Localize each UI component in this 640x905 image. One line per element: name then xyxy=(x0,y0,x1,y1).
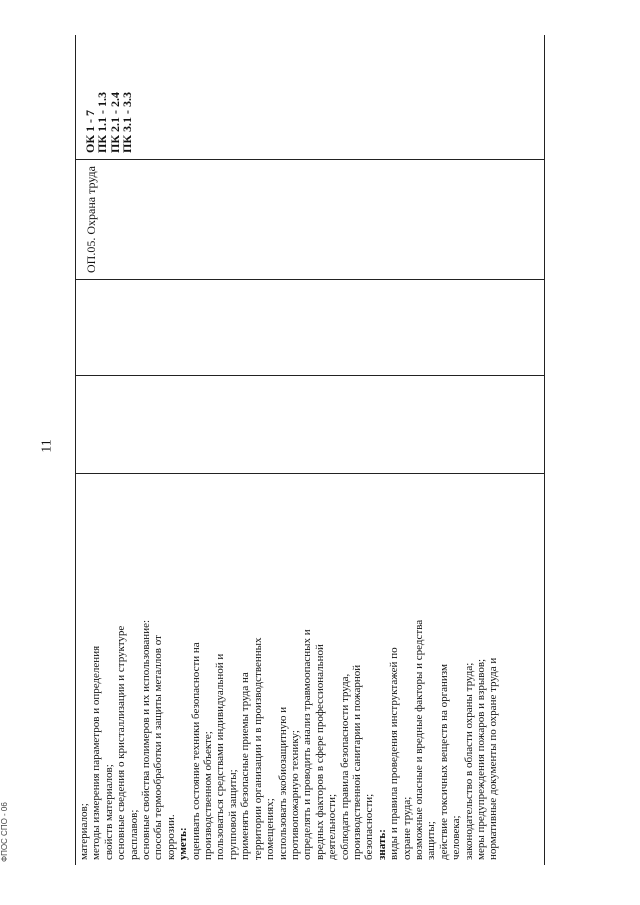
text-line: применять безопасные приемы труда на xyxy=(239,672,252,860)
text-line: основные сведения о кристаллизации и структуре xyxy=(115,625,128,860)
text-line: действие токсичных веществ на организм xyxy=(437,664,450,860)
section-heading: уметь: xyxy=(177,827,190,860)
page-number: 11 xyxy=(39,439,55,453)
empty-cell-hours xyxy=(76,375,544,473)
competency-code: ПК 1.1 - 1.3 xyxy=(95,91,110,153)
footer-code: ФПОС СПО - 06 xyxy=(0,802,9,862)
text-line: помещениях; xyxy=(264,798,277,860)
discipline-cell xyxy=(76,159,544,279)
text-line: деятельности; xyxy=(326,793,339,860)
text-line: основные свойства полимеров и их использование: xyxy=(140,619,153,860)
text-line: вредных факторов в сфере профессиональной xyxy=(313,644,326,860)
text-line: законодательство в области охраны труда; xyxy=(462,662,475,860)
text-line: меры предупреждения пожаров и взрывов; xyxy=(475,658,487,860)
text-line: пользоваться средствами индивидуальной и xyxy=(214,653,227,860)
text-line: виды и правила проведения инструктажей по xyxy=(388,647,401,860)
curriculum-table xyxy=(75,35,545,865)
text-line: коррозии. xyxy=(164,814,177,860)
text-line: противопожарную технику; xyxy=(288,730,301,860)
competency-code: ПК 2.1 - 2.4 xyxy=(107,91,122,153)
text-line: человека; xyxy=(450,815,463,860)
text-line: материалов; xyxy=(78,803,90,860)
competencies-cell xyxy=(76,35,544,159)
rotated-table-sheet xyxy=(75,35,545,865)
text-line: использовать экобиозащитную и xyxy=(276,706,289,860)
text-line: определять и проводить анализ травмоопасных и xyxy=(301,629,314,860)
text-line: оценивать состояние техники безопасности на xyxy=(189,642,202,860)
text-line: производственной санитарии и пожарной xyxy=(350,664,363,860)
empty-cell-hours-2 xyxy=(76,279,544,375)
text-line: расплавов; xyxy=(127,809,140,860)
skills-knowledge-cell xyxy=(76,473,544,865)
text-line: охране труда; xyxy=(400,796,413,860)
text-line: групповой защиты; xyxy=(226,769,239,860)
discipline-name: ОП.05. Охрана труда xyxy=(84,166,98,273)
text-line: возможные опасные и вредные факторы и средства xyxy=(412,619,425,860)
text-line: защиты; xyxy=(425,821,438,860)
text-line: территории организации и в производственных xyxy=(251,637,264,860)
competency-code: ПК 3.1 - 3.3 xyxy=(120,91,135,153)
text-line: безопасности; xyxy=(363,793,376,860)
text-line: свойств материалов; xyxy=(102,764,115,860)
text-line: способы термообработки и защиты металлов от xyxy=(152,635,165,860)
section-heading: знать: xyxy=(375,829,388,860)
text-line: нормативные документы по охране труда и xyxy=(487,657,500,860)
competency-code: ОК 1 - 7 xyxy=(83,109,97,153)
text-line: методы измерения параметров и определения xyxy=(90,645,103,860)
text-line: соблюдать правила безопасности труда, xyxy=(338,673,351,860)
text-line: производственном объекте; xyxy=(202,731,215,860)
